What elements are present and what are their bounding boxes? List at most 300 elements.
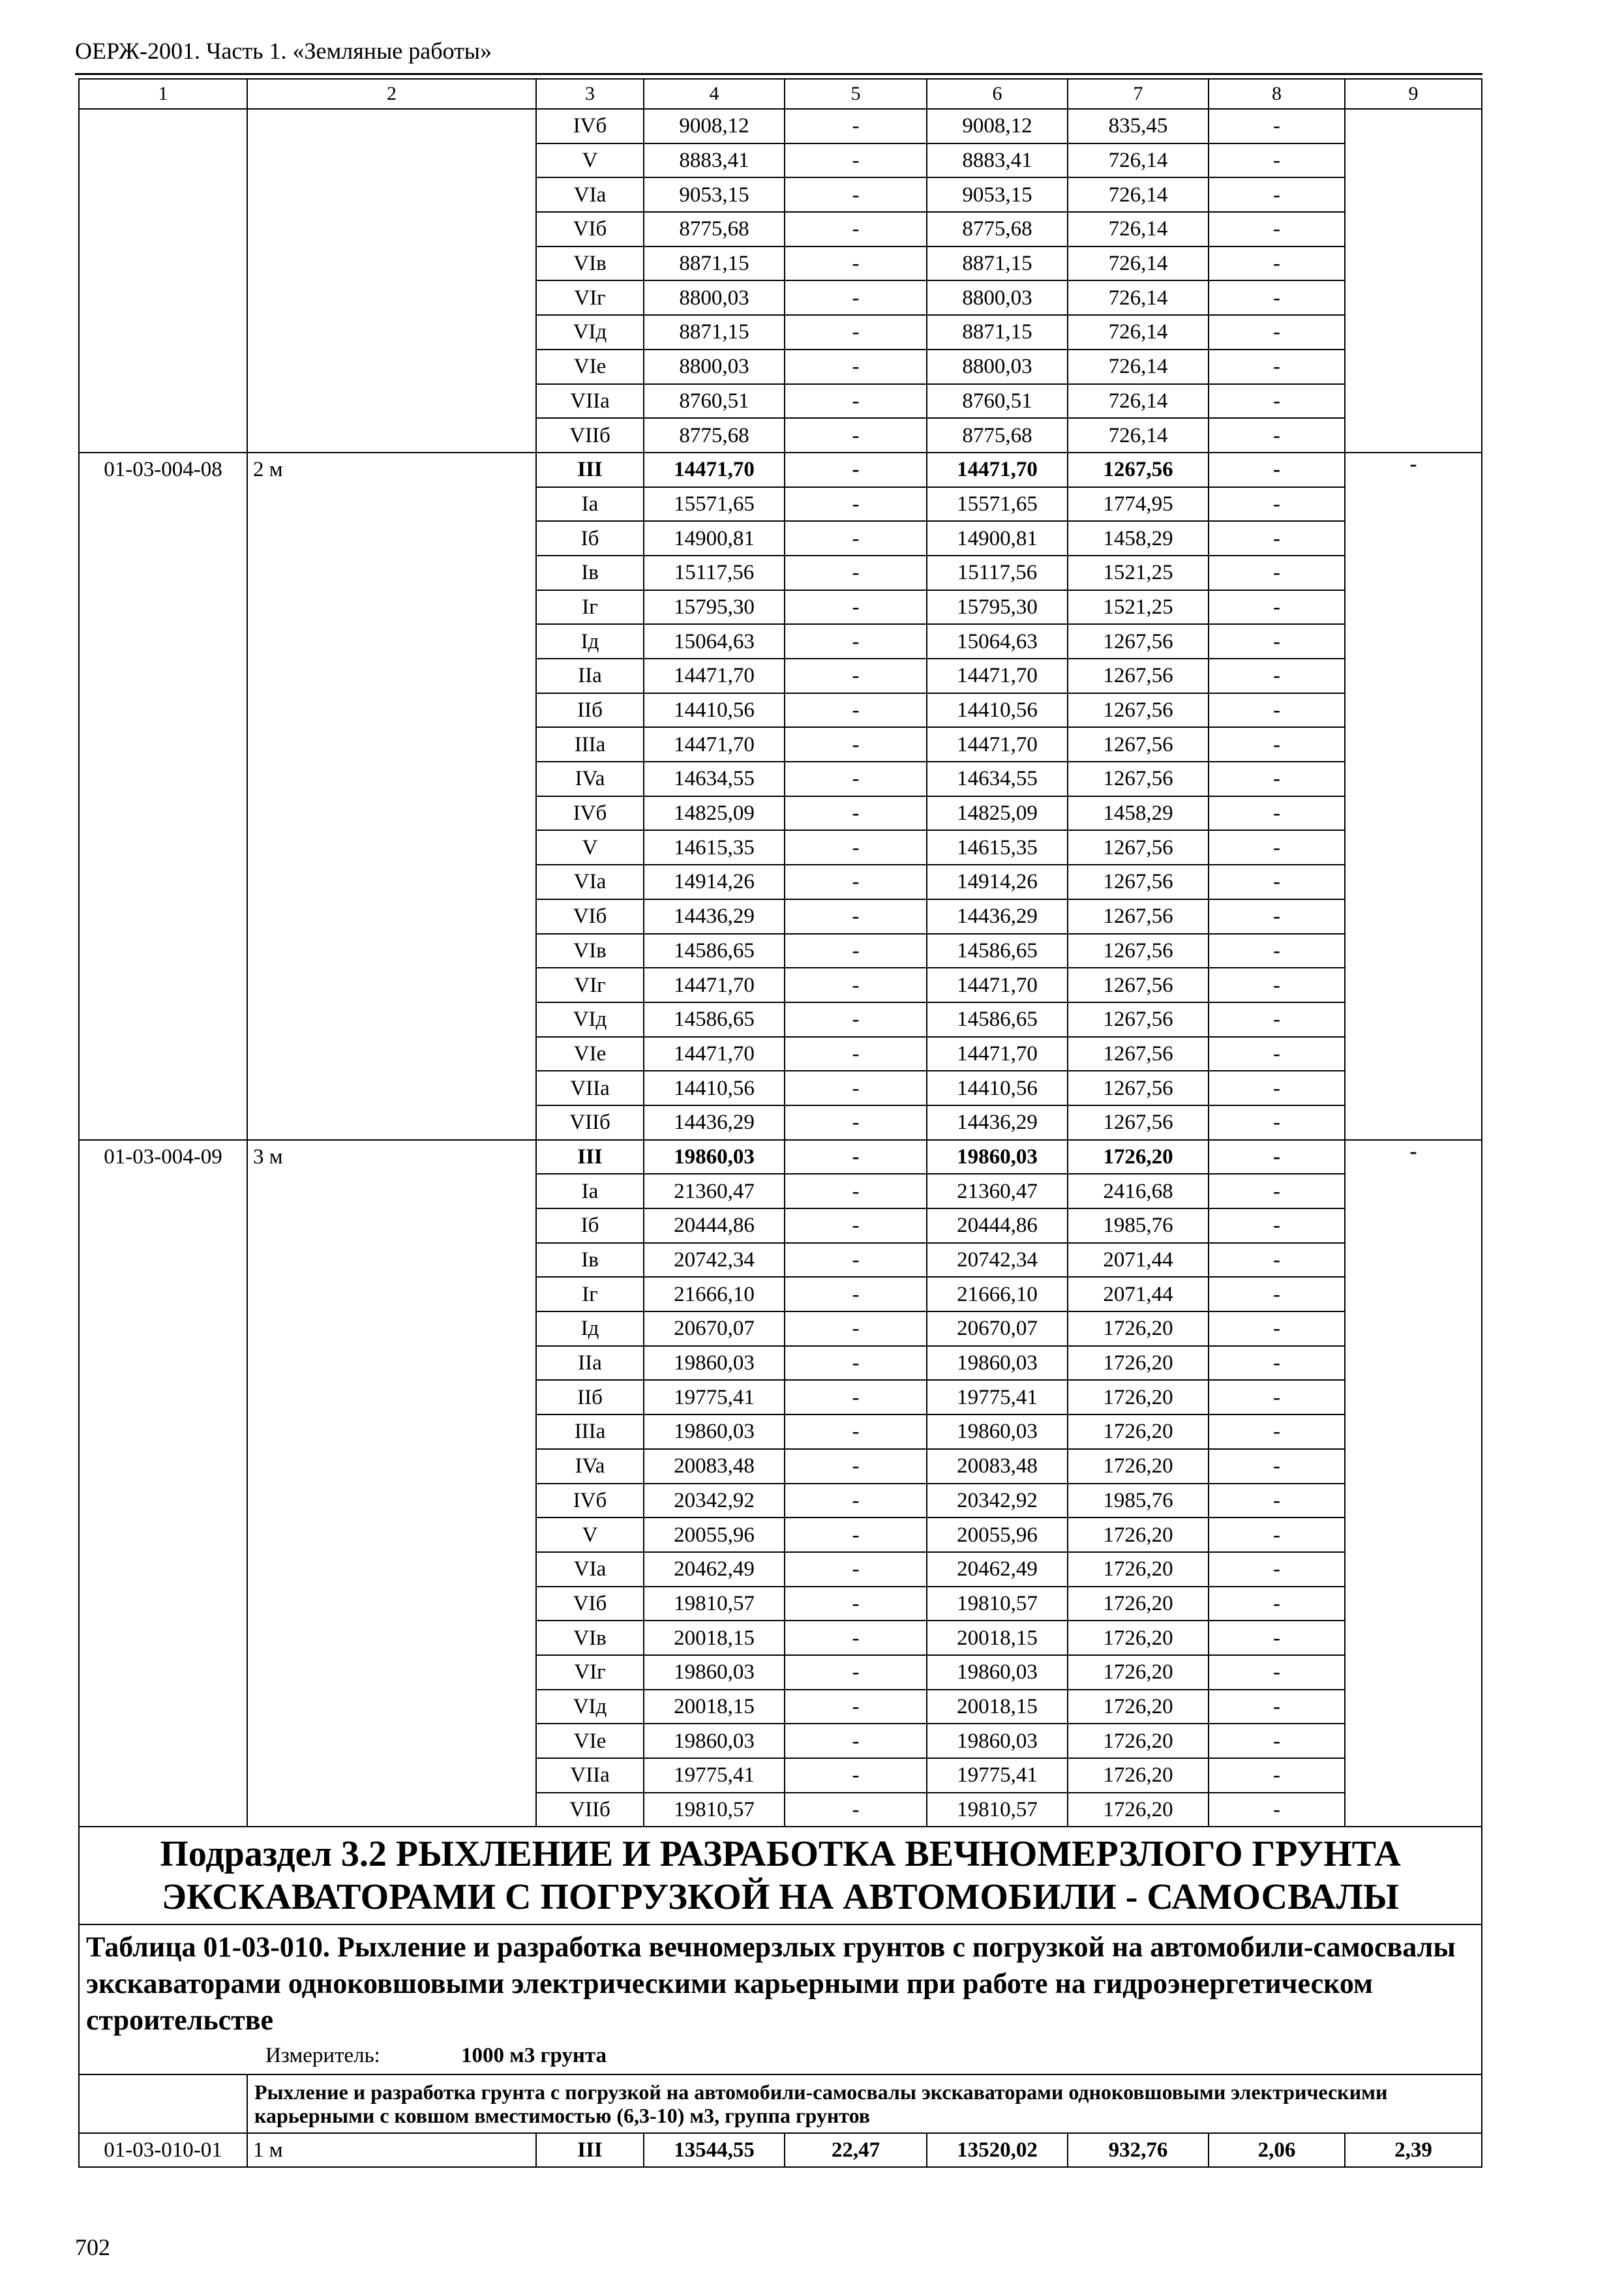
value-cell: -	[1209, 659, 1345, 693]
value-cell: VIг	[536, 280, 644, 315]
value-cell: -	[785, 143, 927, 178]
value-cell: 2416,68	[1068, 1174, 1209, 1208]
value-cell: 1774,95	[1068, 487, 1209, 522]
value-cell: 20055,96	[644, 1518, 785, 1552]
column-number-row	[79, 79, 1482, 109]
value-cell: -	[1209, 830, 1345, 865]
value-cell: 19810,57	[644, 1587, 785, 1621]
value-cell: -	[1209, 1587, 1345, 1621]
value-cell: VIIб	[536, 1105, 644, 1140]
depth-cell: 1 м	[247, 2133, 536, 2167]
value-cell: 8775,68	[644, 418, 785, 453]
value-cell: 14471,70	[644, 727, 785, 762]
value-cell: -	[1209, 934, 1345, 968]
column-number: 4	[644, 79, 785, 109]
value-cell: 932,76	[1068, 2133, 1209, 2167]
value-cell: 20018,15	[644, 1621, 785, 1655]
value-cell: -	[1209, 1552, 1345, 1587]
value-cell: 9053,15	[644, 177, 785, 212]
value-cell: -	[785, 762, 927, 796]
value-cell: 1267,56	[1068, 659, 1209, 693]
value-cell: 20462,49	[927, 1552, 1068, 1587]
value-cell: IVa	[536, 762, 644, 796]
column-number: 7	[1068, 79, 1209, 109]
value-cell: 14436,29	[927, 899, 1068, 934]
description-row	[79, 2074, 1482, 2133]
value-cell: III	[536, 1140, 644, 1174]
value-cell: -	[785, 1105, 927, 1140]
value-cell: -	[785, 1449, 927, 1484]
value-cell: 21360,47	[644, 1174, 785, 1208]
value-cell: -	[1209, 350, 1345, 384]
value-cell: IIIa	[536, 1414, 644, 1449]
value-cell: 20342,92	[644, 1484, 785, 1518]
value-cell: 1267,56	[1068, 1071, 1209, 1105]
value-cell: 1985,76	[1068, 1484, 1209, 1518]
page-header-title: ОЕРЖ-2001. Часть 1. «Земляные работы»	[75, 38, 492, 64]
value-cell: 1726,20	[1068, 1311, 1209, 1346]
value-cell: 1726,20	[1068, 1587, 1209, 1621]
value-cell: -	[1209, 418, 1345, 453]
value-cell: 14436,29	[644, 1105, 785, 1140]
value-cell: 14471,70	[927, 968, 1068, 1002]
value-cell: Iд	[536, 1311, 644, 1346]
value-cell: 15064,63	[927, 624, 1068, 659]
value-cell: -	[1209, 1414, 1345, 1449]
value-cell: 15571,65	[644, 487, 785, 522]
value-cell: 14615,35	[927, 830, 1068, 865]
value-cell: -	[1209, 1071, 1345, 1105]
value-cell: 8871,15	[927, 247, 1068, 281]
value-cell: 20742,34	[927, 1243, 1068, 1278]
table-title: Таблица 01-03-010. Рыхление и разработка вечномерзлых грунтов с погрузкой на автомобили-самосвалы экскаваторами одноковшовыми электрическими карьерными при работе на гидроэнергетическом строительстве	[86, 1931, 1456, 2037]
value-cell: 14471,70	[644, 659, 785, 693]
value-cell: VIIa	[536, 1071, 644, 1105]
value-cell: 19775,41	[927, 1380, 1068, 1414]
value-cell: VIв	[536, 1621, 644, 1655]
value-cell: VIг	[536, 968, 644, 1002]
value-cell: 22,47	[785, 2133, 927, 2167]
value-cell: 15795,30	[644, 590, 785, 625]
value-cell: -	[1209, 1243, 1345, 1278]
value-cell: -	[785, 624, 927, 659]
value-cell: -	[1209, 280, 1345, 315]
value-cell: -	[785, 521, 927, 556]
value-cell: 1267,56	[1068, 453, 1209, 487]
value-cell: 19775,41	[644, 1758, 785, 1793]
value-cell: 1726,20	[1068, 1449, 1209, 1484]
value-cell: 14586,65	[644, 934, 785, 968]
value-cell: 14634,55	[927, 762, 1068, 796]
value-cell: 20018,15	[927, 1621, 1068, 1655]
rates-table	[78, 78, 1482, 2168]
value-cell: -	[785, 1208, 927, 1243]
value-cell: 1267,56	[1068, 899, 1209, 934]
header-rule	[75, 73, 1482, 75]
value-cell: VIe	[536, 350, 644, 384]
value-cell: 2071,44	[1068, 1243, 1209, 1278]
value-cell: -	[785, 212, 927, 247]
column-number: 6	[927, 79, 1068, 109]
value-cell: 21360,47	[927, 1174, 1068, 1208]
value-cell: 14471,70	[644, 968, 785, 1002]
value-cell: 1726,20	[1068, 1518, 1209, 1552]
value-cell: -	[785, 556, 927, 590]
value-cell: Ia	[536, 1174, 644, 1208]
value-cell: -	[785, 1518, 927, 1552]
value-cell: -	[785, 1140, 927, 1174]
value-cell: Iв	[536, 1243, 644, 1278]
column-number: 8	[1209, 79, 1345, 109]
value-cell: 20342,92	[927, 1484, 1068, 1518]
value-cell: 14471,70	[927, 453, 1068, 487]
value-cell: VIe	[536, 1724, 644, 1758]
value-cell: 2071,44	[1068, 1277, 1209, 1311]
value-cell: 1726,20	[1068, 1140, 1209, 1174]
value-cell: 20018,15	[927, 1690, 1068, 1724]
value-cell: -	[1209, 624, 1345, 659]
value-cell: -	[1209, 1484, 1345, 1518]
value-cell: 726,14	[1068, 418, 1209, 453]
col9-cell: -	[1345, 1140, 1482, 1827]
value-cell: VIIб	[536, 418, 644, 453]
value-cell: 8871,15	[927, 315, 1068, 350]
value-cell: VIa	[536, 177, 644, 212]
value-cell: V	[536, 830, 644, 865]
value-cell: 1458,29	[1068, 521, 1209, 556]
value-cell: IIб	[536, 693, 644, 728]
value-cell: 8800,03	[927, 350, 1068, 384]
value-cell: -	[785, 1174, 927, 1208]
value-cell: 14471,70	[644, 453, 785, 487]
value-cell: -	[1209, 1105, 1345, 1140]
table-row	[79, 1140, 1482, 1174]
table-heading-cell	[79, 1924, 1482, 2074]
value-cell: VIIб	[536, 1793, 644, 1827]
value-cell: -	[1209, 1690, 1345, 1724]
value-cell: Iг	[536, 1277, 644, 1311]
value-cell: -	[1209, 177, 1345, 212]
value-cell: 1726,20	[1068, 1690, 1209, 1724]
value-cell: -	[785, 418, 927, 453]
value-cell: 13544,55	[644, 2133, 785, 2167]
value-cell: 15117,56	[927, 556, 1068, 590]
value-cell: 1267,56	[1068, 934, 1209, 968]
value-cell: -	[1209, 968, 1345, 1002]
value-cell: -	[1209, 590, 1345, 625]
value-cell: -	[1209, 865, 1345, 899]
value-cell: -	[785, 1311, 927, 1346]
depth-cell	[247, 109, 536, 453]
value-cell: IIa	[536, 1346, 644, 1381]
value-cell: -	[1209, 796, 1345, 831]
value-cell: -	[785, 899, 927, 934]
value-cell: 1521,25	[1068, 556, 1209, 590]
value-cell: IVб	[536, 109, 644, 143]
value-cell: 19810,57	[644, 1793, 785, 1827]
value-cell: 8883,41	[927, 143, 1068, 178]
measure-line	[86, 2041, 1475, 2070]
value-cell: -	[785, 280, 927, 315]
value-cell: IVб	[536, 796, 644, 831]
value-cell: V	[536, 143, 644, 178]
value-cell: 14410,56	[644, 693, 785, 728]
value-cell: 1726,20	[1068, 1346, 1209, 1381]
col9-cell: -	[1345, 453, 1482, 1140]
subsection-title: Подраздел 3.2 РЫХЛЕНИЕ И РАЗРАБОТКА ВЕЧНОМЕРЗЛОГО ГРУНТА ЭКСКАВАТОРАМИ С ПОГРУЗКОЙ НА АВТОМОБИЛИ - САМОСВАЛЫ	[79, 1827, 1482, 1924]
value-cell: 1267,56	[1068, 727, 1209, 762]
value-cell: -	[1209, 1724, 1345, 1758]
value-cell: 1726,20	[1068, 1552, 1209, 1587]
value-cell: 14410,56	[927, 693, 1068, 728]
value-cell: 2,39	[1345, 2133, 1482, 2167]
value-cell: -	[1209, 1380, 1345, 1414]
value-cell: Iб	[536, 521, 644, 556]
value-cell: -	[785, 109, 927, 143]
value-cell: -	[785, 727, 927, 762]
value-cell: -	[785, 1621, 927, 1655]
value-cell: Iб	[536, 1208, 644, 1243]
value-cell: -	[785, 350, 927, 384]
value-cell: 1726,20	[1068, 1414, 1209, 1449]
value-cell: -	[785, 453, 927, 487]
value-cell: 19775,41	[644, 1380, 785, 1414]
value-cell: 20055,96	[927, 1518, 1068, 1552]
value-cell: 14471,70	[927, 727, 1068, 762]
value-cell: 835,45	[1068, 109, 1209, 143]
value-cell: -	[1209, 1793, 1345, 1827]
value-cell: 14634,55	[644, 762, 785, 796]
value-cell: -	[1209, 1346, 1345, 1381]
value-cell: -	[785, 1243, 927, 1278]
value-cell: 1458,29	[1068, 796, 1209, 831]
value-cell: -	[785, 865, 927, 899]
value-cell: -	[785, 1690, 927, 1724]
value-cell: 20083,48	[644, 1449, 785, 1484]
value-cell: 20462,49	[644, 1552, 785, 1587]
value-cell: 1726,20	[1068, 1793, 1209, 1827]
value-cell: 8775,68	[644, 212, 785, 247]
subsection-row	[79, 1827, 1482, 1924]
value-cell: -	[785, 968, 927, 1002]
value-cell: 726,14	[1068, 212, 1209, 247]
value-cell: 14900,81	[927, 521, 1068, 556]
value-cell: -	[785, 934, 927, 968]
column-number: 9	[1345, 79, 1482, 109]
blank-cell	[79, 2074, 247, 2133]
value-cell: -	[785, 177, 927, 212]
value-cell: -	[785, 1587, 927, 1621]
value-cell: VIб	[536, 212, 644, 247]
value-cell: -	[785, 1655, 927, 1690]
rate-code-cell: 01-03-004-09	[79, 1140, 247, 1827]
value-cell: -	[1209, 693, 1345, 728]
value-cell: 8760,51	[644, 384, 785, 419]
value-cell: 19810,57	[927, 1793, 1068, 1827]
value-cell: 19810,57	[927, 1587, 1068, 1621]
value-cell: -	[1209, 1208, 1345, 1243]
value-cell: -	[1209, 143, 1345, 178]
value-cell: 20444,86	[927, 1208, 1068, 1243]
value-cell: -	[785, 1484, 927, 1518]
value-cell: 19860,03	[644, 1724, 785, 1758]
value-cell: 1726,20	[1068, 1758, 1209, 1793]
value-cell: 14914,26	[644, 865, 785, 899]
value-cell: 8775,68	[927, 418, 1068, 453]
value-cell: 15795,30	[927, 590, 1068, 625]
value-cell: 8800,03	[927, 280, 1068, 315]
value-cell: 726,14	[1068, 177, 1209, 212]
value-cell: 1267,56	[1068, 1002, 1209, 1037]
column-number: 2	[247, 79, 536, 109]
value-cell: 19860,03	[927, 1414, 1068, 1449]
value-cell: III	[536, 2133, 644, 2167]
description-cell: Рыхление и разработка грунта с погрузкой на автомобили-самосвалы экскаваторами одноковшовыми электрическими карьерными с ковшом вместимостью (6,3-10) м3, группа грунтов	[247, 2074, 1482, 2133]
value-cell: 2,06	[1209, 2133, 1345, 2167]
value-cell: 15064,63	[644, 624, 785, 659]
value-cell: Ia	[536, 487, 644, 522]
table-row	[79, 2133, 1482, 2167]
value-cell: 726,14	[1068, 247, 1209, 281]
value-cell: 1267,56	[1068, 1105, 1209, 1140]
value-cell: 19860,03	[644, 1655, 785, 1690]
value-cell: 9053,15	[927, 177, 1068, 212]
value-cell: 21666,10	[644, 1277, 785, 1311]
column-number: 1	[79, 79, 247, 109]
value-cell: 14471,70	[644, 1037, 785, 1071]
value-cell: VIIa	[536, 384, 644, 419]
value-cell: 19860,03	[644, 1414, 785, 1449]
value-cell: IIa	[536, 659, 644, 693]
column-number: 5	[785, 79, 927, 109]
value-cell: 19860,03	[927, 1346, 1068, 1381]
value-cell: -	[785, 1071, 927, 1105]
value-cell: 726,14	[1068, 384, 1209, 419]
value-cell: -	[1209, 556, 1345, 590]
value-cell: 19860,03	[644, 1346, 785, 1381]
value-cell: 1267,56	[1068, 624, 1209, 659]
value-cell: -	[1209, 1621, 1345, 1655]
measure-label: Измеритель:	[265, 2044, 380, 2068]
value-cell: Iв	[536, 556, 644, 590]
rate-code-cell	[79, 109, 247, 453]
value-cell: -	[1209, 1002, 1345, 1037]
value-cell: 19860,03	[927, 1724, 1068, 1758]
value-cell: VIд	[536, 1690, 644, 1724]
table-heading-row	[79, 1924, 1482, 2074]
value-cell: VIIa	[536, 1758, 644, 1793]
column-number: 3	[536, 79, 644, 109]
value-cell: 726,14	[1068, 315, 1209, 350]
value-cell: -	[1209, 1518, 1345, 1552]
value-cell: 14615,35	[644, 830, 785, 865]
value-cell: 14825,09	[927, 796, 1068, 831]
value-cell: -	[1209, 1311, 1345, 1346]
value-cell: IVб	[536, 1484, 644, 1518]
value-cell: -	[1209, 521, 1345, 556]
value-cell: 726,14	[1068, 143, 1209, 178]
value-cell: 20670,07	[927, 1311, 1068, 1346]
value-cell: 19775,41	[927, 1758, 1068, 1793]
value-cell: 20083,48	[927, 1449, 1068, 1484]
depth-cell: 2 м	[247, 453, 536, 1140]
value-cell: -	[785, 384, 927, 419]
value-cell: 19860,03	[927, 1140, 1068, 1174]
value-cell: -	[1209, 727, 1345, 762]
value-cell: 1726,20	[1068, 1621, 1209, 1655]
value-cell: 13520,02	[927, 2133, 1068, 2167]
value-cell: -	[785, 1414, 927, 1449]
value-cell: 8800,03	[644, 350, 785, 384]
value-cell: -	[1209, 1449, 1345, 1484]
value-cell: 20742,34	[644, 1243, 785, 1278]
value-cell: 1521,25	[1068, 590, 1209, 625]
value-cell: 1267,56	[1068, 693, 1209, 728]
value-cell: 20018,15	[644, 1690, 785, 1724]
value-cell: 14586,65	[927, 934, 1068, 968]
value-cell: VIe	[536, 1037, 644, 1071]
value-cell: -	[785, 659, 927, 693]
value-cell: -	[1209, 315, 1345, 350]
value-cell: -	[785, 1002, 927, 1037]
value-cell: 20444,86	[644, 1208, 785, 1243]
value-cell: 19860,03	[644, 1140, 785, 1174]
value-cell: 14825,09	[644, 796, 785, 831]
value-cell: V	[536, 1518, 644, 1552]
value-cell: 21666,10	[927, 1277, 1068, 1311]
value-cell: 1267,56	[1068, 830, 1209, 865]
value-cell: -	[1209, 1140, 1345, 1174]
value-cell: -	[1209, 899, 1345, 934]
value-cell: 8760,51	[927, 384, 1068, 419]
value-cell: 726,14	[1068, 280, 1209, 315]
value-cell: IVa	[536, 1449, 644, 1484]
value-cell: 1726,20	[1068, 1655, 1209, 1690]
value-cell: 726,14	[1068, 350, 1209, 384]
value-cell: 8871,15	[644, 247, 785, 281]
value-cell: VIa	[536, 865, 644, 899]
value-cell: 1267,56	[1068, 1037, 1209, 1071]
rate-code-cell: 01-03-010-01	[79, 2133, 247, 2167]
value-cell: VIб	[536, 1587, 644, 1621]
value-cell: 1267,56	[1068, 762, 1209, 796]
value-cell: -	[785, 487, 927, 522]
value-cell: -	[1209, 212, 1345, 247]
page-number: 702	[75, 2234, 110, 2260]
value-cell: 1985,76	[1068, 1208, 1209, 1243]
value-cell: -	[1209, 1037, 1345, 1071]
value-cell: 8775,68	[927, 212, 1068, 247]
value-cell: -	[1209, 487, 1345, 522]
value-cell: -	[785, 315, 927, 350]
value-cell: -	[1209, 109, 1345, 143]
value-cell: III	[536, 453, 644, 487]
value-cell: -	[1209, 384, 1345, 419]
value-cell: VIв	[536, 247, 644, 281]
value-cell: 14471,70	[927, 1037, 1068, 1071]
value-cell: VIд	[536, 315, 644, 350]
value-cell: 15117,56	[644, 556, 785, 590]
col9-cell	[1345, 109, 1482, 453]
value-cell: -	[785, 693, 927, 728]
value-cell: -	[785, 590, 927, 625]
value-cell: 20670,07	[644, 1311, 785, 1346]
value-cell: VIв	[536, 934, 644, 968]
value-cell: 14410,56	[644, 1071, 785, 1105]
value-cell: -	[785, 830, 927, 865]
value-cell: -	[785, 1793, 927, 1827]
value-cell: -	[785, 1724, 927, 1758]
